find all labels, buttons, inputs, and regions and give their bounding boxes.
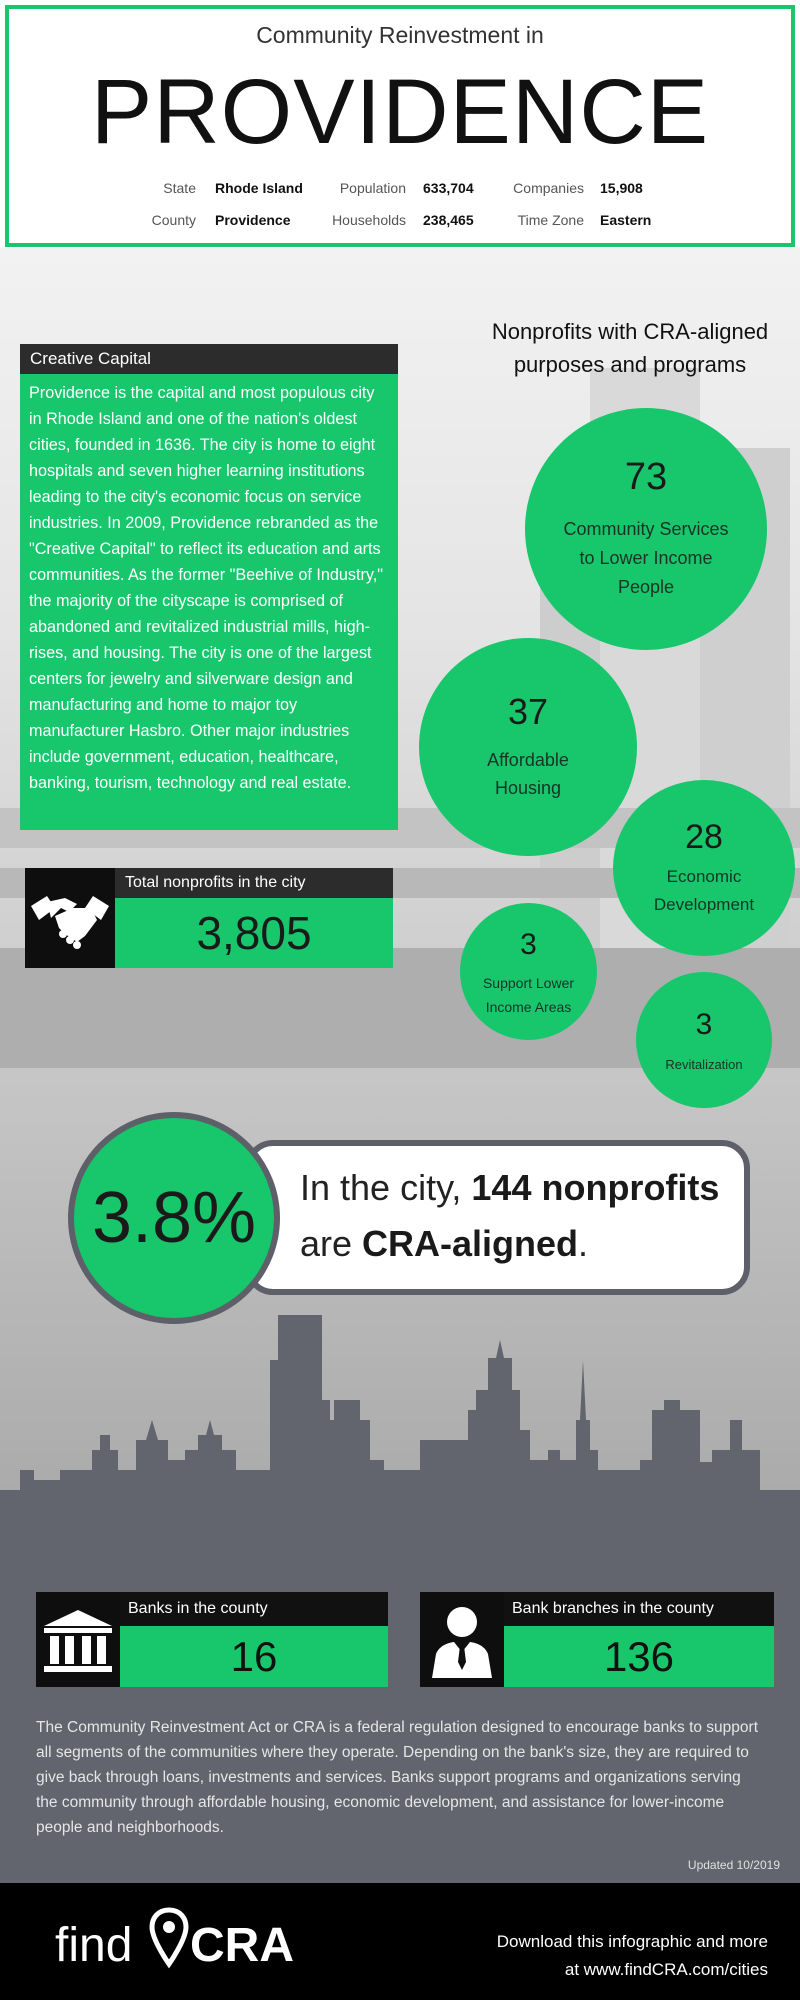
cra-text-2: are [300,1223,363,1264]
circle-support-lower-income [460,903,597,1040]
cra-nonprofit-count: 144 nonprofits [471,1167,720,1208]
county-label: County [151,212,196,228]
circle-community-services [525,408,767,650]
banks-value: 16 [120,1626,388,1687]
affordable-housing-label: Affordable Housing [487,750,569,798]
affordable-housing-count: 37 [507,691,549,732]
cra-aligned-text [300,1160,740,1272]
circle-affordable-housing [419,638,637,856]
companies-label: Companies [513,180,584,196]
city-skyline [0,1300,800,1530]
timezone-label: Time Zone [517,212,584,228]
banker-person-icon [420,1592,504,1687]
timezone-value: Eastern [600,212,652,228]
updated-date: Updated 10/2019 [687,1858,780,1872]
download-line-2[interactable]: at www.findCRA.com/cities [564,1960,768,1979]
community-services-count: 73 [624,455,668,498]
economic-development-label: Economic Development [653,867,755,914]
households-label: Households [332,212,406,228]
support-lower-income-count: 3 [520,927,537,961]
economic-development-count: 28 [685,818,723,856]
branches-label: Bank branches in the county [504,1592,774,1626]
revitalization-count: 3 [695,1008,713,1041]
creative-capital-body: Providence is the capital and most populous city in Rhode Island and one of the nation's oldest cities, founded in 1636. The city is home to eight hospitals and seven higher learning institutions leading to the city's economic focus on service industries. In 2009, Providence rebranded as the "Creative Capital" to reflect its education and arts communities. As the former "Beehive of Industry," the majority of the cityscape is comprised of abandoned and revitalized industrial mills, high-rises, and housing. The city is one of the largest centers for jewelry and silverware design and manufacturing and home to major toy manufacturer Hasbro. Other major industries include government, education, healthcare, banking, tourism, technology and real estate. [20,374,398,830]
cra-aligned-percent: 3.8% [68,1112,280,1324]
cra-description: The Community Reinvestment Act or CRA is a federal regulation designed to encourage banks to support all segments of the communities where they operate. Depending on the bank's size, they are required to give back through loans, investments and services. Banks support programs and organizations serving the community through affordable housing, economic development, and assistance for lower-income people and neighborhoods. [36,1719,759,1836]
logo-find-text: find [55,1919,133,1972]
branches-value: 136 [504,1626,774,1687]
cra-aligned-word: CRA-aligned [362,1223,579,1264]
population-label: Population [339,180,406,196]
pre-title: Community Reinvestment in [256,22,544,48]
logo-cra-text: CRA [190,1919,294,1972]
households-value: 238,465 [423,212,474,228]
handshake-icon [25,868,115,968]
revitalization-label: Revitalization [665,1057,743,1072]
creative-capital-heading: Creative Capital [20,344,398,374]
total-nonprofits-value: 3,805 [115,898,393,968]
page-title: PROVIDENCE [90,61,710,163]
circle-economic-development [613,780,795,956]
population-value: 633,704 [423,180,474,196]
download-text [450,1928,768,1984]
banks-label: Banks in the county [120,1592,388,1626]
support-lower-income-label: Support Lower Income Areas [482,974,575,1015]
county-value: Providence [215,212,291,228]
nonprofits-title: Nonprofits with CRA-aligned purposes and programs [491,319,769,377]
cra-text-1: In the city, [300,1167,472,1208]
cra-text-3: . [578,1223,589,1264]
total-nonprofits-label: Total nonprofits in the city [115,868,393,898]
companies-value: 15,908 [600,180,643,196]
location-pin-icon [146,1904,192,1974]
download-line-1: Download this infographic and more [496,1932,768,1951]
community-services-label: Community Services to Lower Income People [563,518,729,597]
circle-revitalization [636,972,772,1108]
state-value: Rhode Island [215,180,303,196]
state-label: State [163,180,196,196]
bank-building-icon [36,1592,120,1687]
